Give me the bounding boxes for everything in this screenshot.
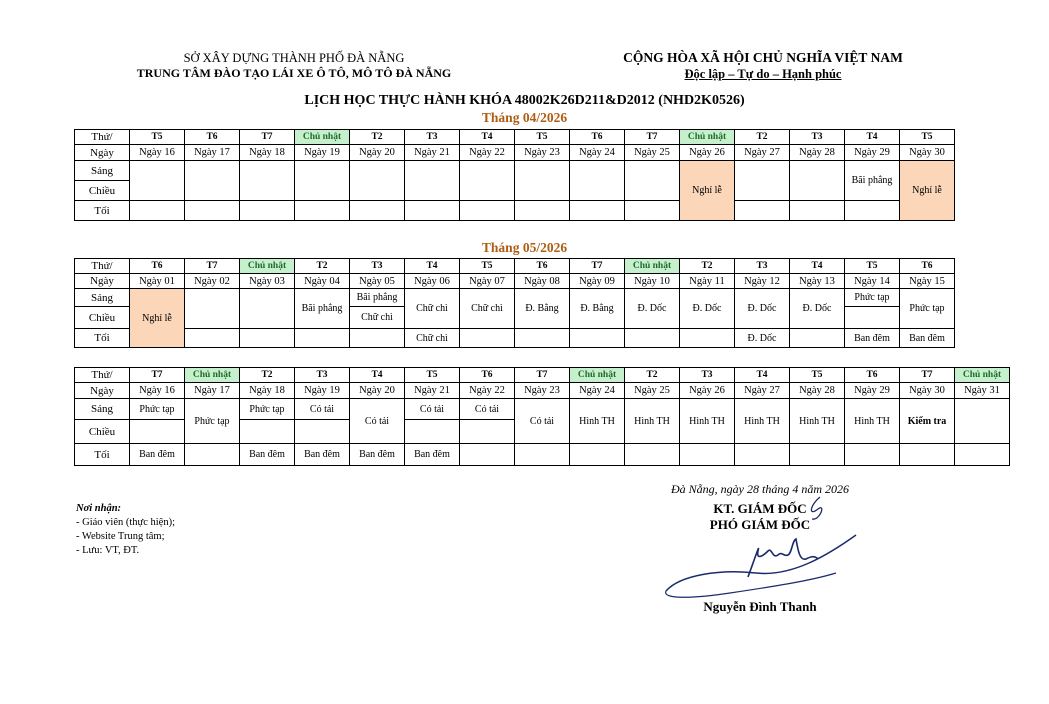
weekday-header: T5 [515, 130, 570, 145]
cell [240, 161, 295, 201]
schedule-cell: Ban đêm [240, 444, 295, 466]
cell [185, 161, 240, 201]
recipients-heading: Nơi nhận: [76, 503, 122, 514]
schedule-cell: Đ. Dốc [735, 329, 790, 348]
cell [295, 161, 350, 201]
date-header: Ngày 19 [295, 383, 350, 399]
weekday-header: T2 [680, 259, 735, 274]
recipient-item: - Lưu: VT, ĐT. [76, 545, 140, 556]
weekday-header: T3 [735, 259, 790, 274]
schedule-cell: Chữ chì [350, 307, 405, 329]
date-header: Ngày 06 [405, 274, 460, 289]
weekday-header: T7 [570, 259, 625, 274]
exam-cell: Kiểm tra [900, 399, 955, 444]
date-header: Ngày 15 [900, 274, 955, 289]
weekday-header: T2 [625, 368, 680, 383]
holiday-cell: Nghỉ lễ [680, 161, 735, 221]
cell [625, 444, 680, 466]
cell [405, 420, 460, 444]
schedule-cell: Đ. Bằng [515, 289, 570, 329]
schedule-cell: Bãi phẳng [350, 289, 405, 307]
sang-label: Sáng [75, 399, 130, 420]
weekday-header: T4 [350, 368, 405, 383]
date-header: Ngày 19 [295, 145, 350, 161]
cell [625, 161, 680, 201]
schedule-cell: Ban đêm [350, 444, 405, 466]
date-header: Ngày 27 [735, 383, 790, 399]
date-header: Ngày 30 [900, 383, 955, 399]
schedule-cell: Đ. Dốc [625, 289, 680, 329]
schedule-cell: Ban đêm [130, 444, 185, 466]
ngay-label: Ngày [75, 274, 130, 289]
recipients-block [76, 502, 175, 558]
date-header: Ngày 25 [625, 145, 680, 161]
department-name: SỞ XÂY DỰNG THÀNH PHỐ ĐÀ NẴNG [183, 51, 405, 65]
weekday-header: T3 [790, 130, 845, 145]
weekday-header: T5 [790, 368, 845, 383]
weekday-header: Chủ nhật [295, 130, 350, 145]
weekday-header: T3 [405, 130, 460, 145]
chieu-label: Chiều [75, 307, 130, 329]
sang-label: Sáng [75, 289, 130, 307]
weekday-header: T2 [295, 259, 350, 274]
schedule-cell: Ban đêm [295, 444, 350, 466]
schedule-cell: Bãi phẳng [295, 289, 350, 329]
cell [185, 329, 240, 348]
cell [240, 201, 295, 221]
date-header: Ngày 23 [515, 383, 570, 399]
weekday-header: T6 [845, 368, 900, 383]
date-header: Ngày 26 [680, 383, 735, 399]
date-header: Ngày 16 [130, 145, 185, 161]
weekday-header: T2 [735, 130, 790, 145]
weekday-header: T7 [185, 259, 240, 274]
date-header: Ngày 09 [570, 274, 625, 289]
weekday-header: T5 [460, 259, 515, 274]
weekday-header: T2 [240, 368, 295, 383]
header-left [118, 51, 470, 81]
weekday-header: T5 [405, 368, 460, 383]
weekday-header: T5 [900, 130, 955, 145]
date-header: Ngày 08 [515, 274, 570, 289]
cell [405, 201, 460, 221]
date-header: Ngày 11 [680, 274, 735, 289]
date-header: Ngày 02 [185, 274, 240, 289]
schedule-cell: Có tải [350, 399, 405, 444]
thu-label: Thứ/ [75, 130, 130, 145]
thu-label: Thứ/ [75, 259, 130, 274]
weekday-header: T7 [900, 368, 955, 383]
cell [295, 329, 350, 348]
cell [130, 201, 185, 221]
cell [955, 444, 1010, 466]
cell [460, 161, 515, 201]
date-header: Ngày 27 [735, 145, 790, 161]
schedule-cell: Chữ chì [405, 289, 460, 329]
schedule-cell: Ban đêm [405, 444, 460, 466]
weekday-header: T6 [900, 259, 955, 274]
weekday-header: T6 [570, 130, 625, 145]
weekday-header: Chủ nhật [240, 259, 295, 274]
cell [790, 444, 845, 466]
date-header: Ngày 20 [350, 383, 405, 399]
date-header: Ngày 12 [735, 274, 790, 289]
schedule-cell: Hình TH [570, 399, 625, 444]
weekday-header: T4 [790, 259, 845, 274]
weekday-header: T7 [130, 368, 185, 383]
toi-label: Tối [75, 329, 130, 348]
toi-label: Tối [75, 444, 130, 466]
cell [570, 329, 625, 348]
national-motto: Độc lập – Tự do – Hạnh phúc [684, 67, 842, 81]
weekday-header: T3 [680, 368, 735, 383]
may-heading: Tháng 05/2026 [481, 240, 568, 255]
toi-label: Tối [75, 201, 130, 221]
schedule-cell: Có tải [405, 399, 460, 420]
chieu-label: Chiều [75, 181, 130, 201]
date-header: Ngày 28 [790, 383, 845, 399]
schedule-cell: Chữ chì [460, 289, 515, 329]
date-header: Ngày 05 [350, 274, 405, 289]
cell [515, 161, 570, 201]
weekday-header: Chủ nhật [570, 368, 625, 383]
cell [735, 161, 790, 201]
weekday-header: T7 [625, 130, 680, 145]
ngay-label: Ngày [75, 383, 130, 399]
weekday-header: T5 [130, 130, 185, 145]
cell [240, 329, 295, 348]
schedule-cell: Phức tạp [130, 399, 185, 420]
cell [955, 399, 1010, 444]
date-header: Ngày 31 [955, 383, 1010, 399]
date-header: Ngày 29 [845, 383, 900, 399]
date-header: Ngày 24 [570, 383, 625, 399]
date-header: Ngày 25 [625, 383, 680, 399]
date-header: Ngày 26 [680, 145, 735, 161]
schedule-cell: Chữ chì [405, 329, 460, 348]
weekday-header: T3 [295, 368, 350, 383]
cell [350, 161, 405, 201]
cell [570, 201, 625, 221]
cell [405, 161, 460, 201]
cell [790, 201, 845, 221]
weekday-header: Chủ nhật [955, 368, 1010, 383]
weekday-header: T4 [460, 130, 515, 145]
cell [460, 329, 515, 348]
date-header: Ngày 16 [130, 383, 185, 399]
cell [680, 329, 735, 348]
weekday-header: T5 [845, 259, 900, 274]
cell [515, 329, 570, 348]
weekday-header: T4 [845, 130, 900, 145]
schedule-cell: Có tải [295, 399, 350, 420]
date-header: Ngày 17 [185, 145, 240, 161]
cell [460, 420, 515, 444]
cell [515, 201, 570, 221]
thu-label: Thứ/ [75, 368, 130, 383]
sang-label: Sáng [75, 161, 130, 181]
date-header: Ngày 17 [185, 383, 240, 399]
weekday-header: T6 [460, 368, 515, 383]
signer-role-1: KT. GIÁM ĐỐC [713, 501, 807, 516]
schedule-cell: Có tải [460, 399, 515, 420]
schedule-cell: Ban đêm [845, 329, 900, 348]
cell [130, 420, 185, 444]
date-header: Ngày 18 [240, 145, 295, 161]
date-header: Ngày 24 [570, 145, 625, 161]
recipient-item: - Giáo viên (thực hiện); [76, 517, 175, 528]
cell [900, 444, 955, 466]
holiday-cell: Nghỉ lễ [130, 289, 185, 348]
date-header: Ngày 30 [900, 145, 955, 161]
schedule-cell: Hình TH [790, 399, 845, 444]
cell [515, 444, 570, 466]
cell [625, 329, 680, 348]
cell [185, 201, 240, 221]
cell [130, 161, 185, 201]
schedule-cell: Bãi phẳng [845, 161, 900, 201]
recipient-item: - Website Trung tâm; [76, 531, 165, 542]
cell [570, 444, 625, 466]
date-header: Ngày 13 [790, 274, 845, 289]
weekday-header: T6 [515, 259, 570, 274]
national-title: CỘNG HÒA XÃ HỘI CHỦ NGHĨA VIỆT NAM [623, 50, 903, 65]
cell [240, 289, 295, 329]
handwritten-signature [660, 495, 860, 605]
may-schedule-table-2 [74, 367, 1010, 466]
center-name: TRUNG TÂM ĐÀO TẠO LÁI XE Ô TÔ, MÔ TÔ ĐÀ NẴNG [136, 66, 452, 80]
holiday-cell: Nghỉ lễ [900, 161, 955, 221]
cell [350, 201, 405, 221]
schedule-cell: Có tải [515, 399, 570, 444]
weekday-header: T7 [240, 130, 295, 145]
cell [570, 161, 625, 201]
cell [460, 201, 515, 221]
schedule-cell: Hình TH [845, 399, 900, 444]
cell [185, 444, 240, 466]
date-header: Ngày 03 [240, 274, 295, 289]
weekday-header: Chủ nhật [680, 130, 735, 145]
date-header: Ngày 21 [405, 383, 460, 399]
april-heading: Tháng 04/2026 [481, 110, 568, 125]
signer-role-2: PHÓ GIÁM ĐỐC [709, 517, 811, 532]
cell [625, 201, 680, 221]
cell [845, 444, 900, 466]
date-header: Ngày 20 [350, 145, 405, 161]
cell [185, 289, 240, 329]
weekday-header: T6 [185, 130, 240, 145]
schedule-cell: Đ. Dốc [680, 289, 735, 329]
weekday-header: T4 [405, 259, 460, 274]
schedule-cell: Phức tạp [845, 289, 900, 307]
date-header: Ngày 01 [130, 274, 185, 289]
signing-date: Đà Nẵng, ngày 28 tháng 4 năm 2026 [671, 482, 849, 496]
date-header: Ngày 28 [790, 145, 845, 161]
schedule-cell: Ban đêm [900, 329, 955, 348]
schedule-cell: Hình TH [625, 399, 680, 444]
weekday-header: T3 [350, 259, 405, 274]
signer-name: Nguyễn Đình Thanh [703, 599, 817, 614]
header-right [608, 50, 918, 82]
cell [460, 444, 515, 466]
schedule-cell: Phức tạp [900, 289, 955, 329]
date-header: Ngày 04 [295, 274, 350, 289]
cell [680, 444, 735, 466]
date-header: Ngày 29 [845, 145, 900, 161]
cell [735, 444, 790, 466]
weekday-header: T4 [735, 368, 790, 383]
cell [295, 420, 350, 444]
may-schedule-table-1 [74, 258, 955, 348]
date-header: Ngày 10 [625, 274, 680, 289]
schedule-cell: Đ. Dốc [790, 289, 845, 329]
cell [295, 201, 350, 221]
schedule-cell: Hình TH [680, 399, 735, 444]
date-header: Ngày 22 [460, 383, 515, 399]
schedule-title: LỊCH HỌC THỰC HÀNH KHÓA 48002K26D211&D2012 (NHD2K0526) [304, 93, 745, 108]
cell [240, 420, 295, 444]
cell [845, 201, 900, 221]
cell [845, 307, 900, 329]
cell [350, 329, 405, 348]
cell [790, 161, 845, 201]
weekday-header: T7 [515, 368, 570, 383]
date-header: Ngày 18 [240, 383, 295, 399]
date-header: Ngày 21 [405, 145, 460, 161]
date-header: Ngày 14 [845, 274, 900, 289]
weekday-header: T2 [350, 130, 405, 145]
schedule-cell: Đ. Bằng [570, 289, 625, 329]
date-header: Ngày 23 [515, 145, 570, 161]
chieu-label: Chiều [75, 420, 130, 444]
weekday-header: T6 [130, 259, 185, 274]
schedule-cell: Đ. Dốc [735, 289, 790, 329]
april-schedule-table [74, 129, 955, 221]
weekday-header: Chủ nhật [625, 259, 680, 274]
weekday-header: Chủ nhật [185, 368, 240, 383]
date-header: Ngày 07 [460, 274, 515, 289]
cell [735, 201, 790, 221]
schedule-cell: Phức tạp [240, 399, 295, 420]
schedule-cell: Phức tạp [185, 399, 240, 444]
schedule-cell: Hình TH [735, 399, 790, 444]
cell [790, 329, 845, 348]
date-header: Ngày 22 [460, 145, 515, 161]
ngay-label: Ngày [75, 145, 130, 161]
